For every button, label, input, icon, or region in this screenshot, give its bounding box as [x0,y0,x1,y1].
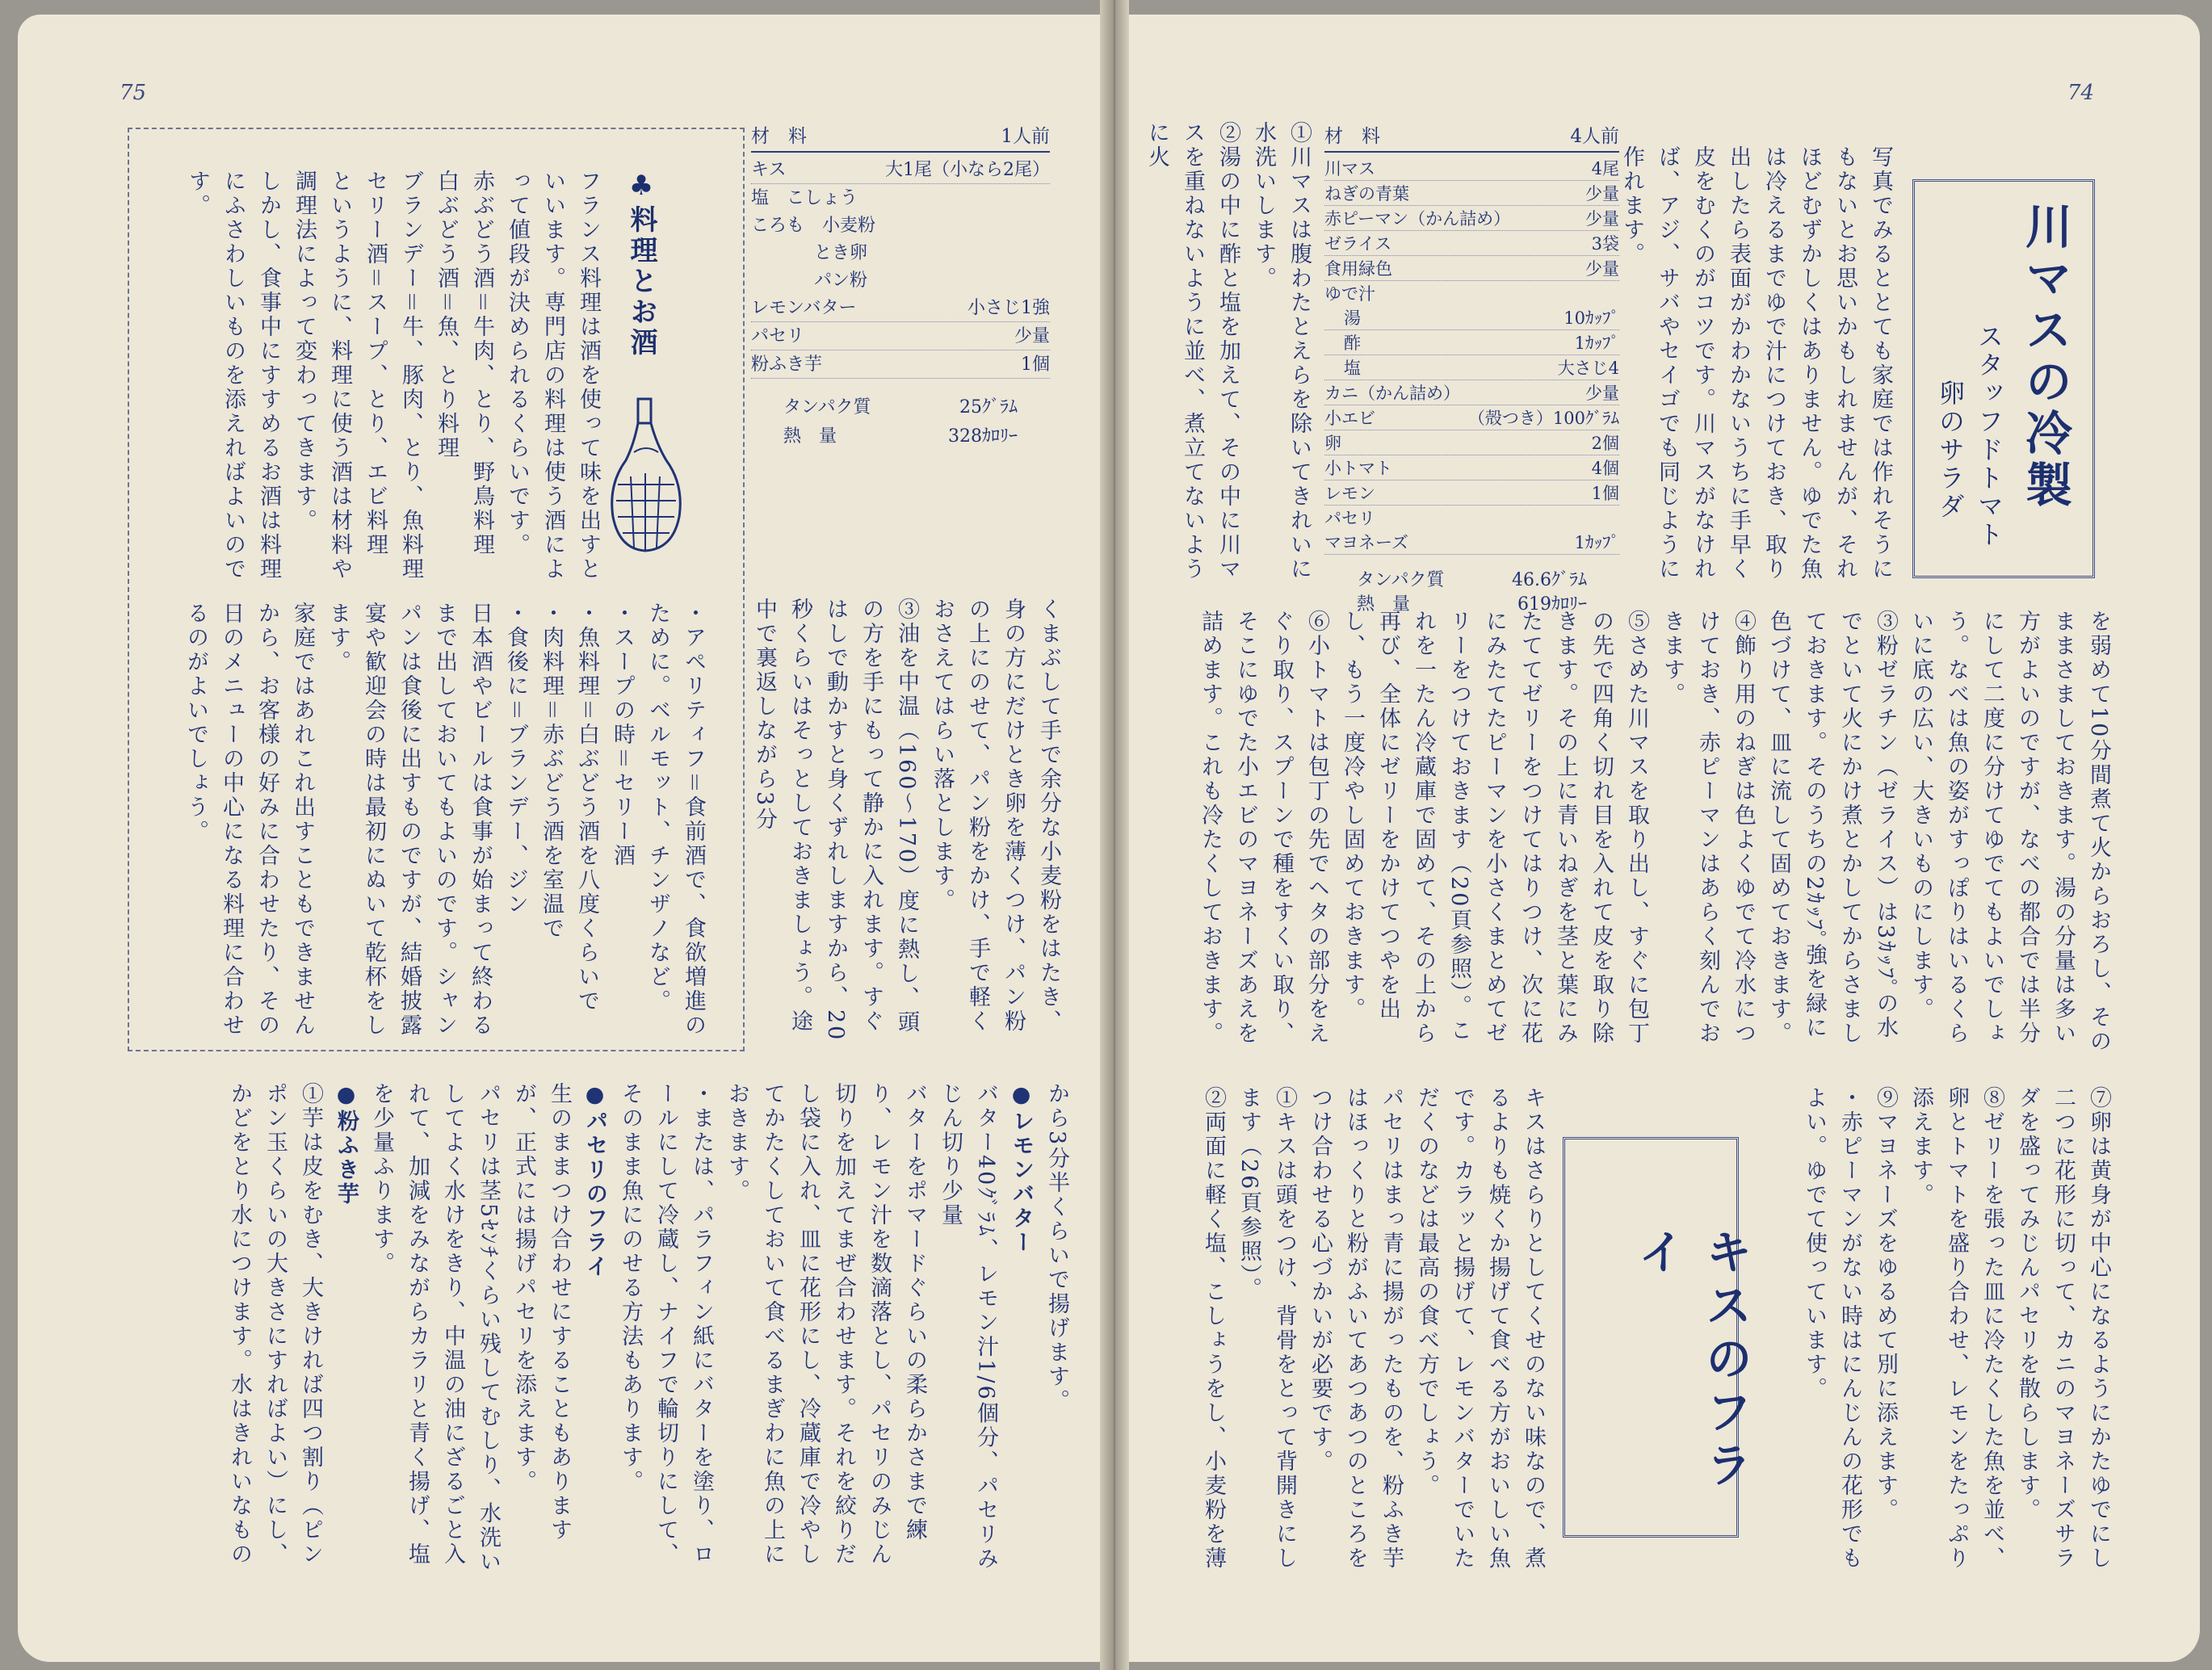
ingredient-row [1324,380,1619,405]
ingredient-name: カニ（かん詰め） [1324,380,1463,405]
ingredient-name: レモン [1324,480,1379,505]
recipe-step: ⑥小トマトは包丁の先でヘタの部分をえぐり取り、スプーンで種をすくい取り、そこにゆでた小エビのマヨネーズあえを詰めます。これも冷たくしておきます。 [1198,610,1329,1046]
ingredient-row [751,156,1050,184]
sake-paragraph: セリー酒＝スープ、とり、エビ料理 [363,170,388,557]
ingredient-row [751,212,1050,239]
ingredient-row [1324,530,1619,555]
subheading-steamed-potato: ●粉ふき芋 [334,1082,359,1206]
calorie-value: 619ｶﾛﾘｰ [1517,594,1587,615]
page-number-left: 75 [120,81,147,105]
ingredient-name: 湯 [1344,305,1364,329]
ingredient-name: レモンバター [751,294,859,319]
subheading-lemon-butter: ●レモンバター [1009,1082,1034,1255]
ingredient-amount: 少量 [1582,256,1619,280]
sake-paragraph: しかし、食事中にすすめるお酒は料理にふさわしいものを添えればよいのです。 [185,170,281,581]
ingredient-row [1324,430,1619,455]
calorie-label: 熱 量 [783,426,837,447]
ingredients-header-label: 材 料 [1324,126,1380,147]
ingredient-amount: 1個 [1018,350,1050,376]
kisu-paragraph: パセリはまっ青に揚がったものを、粉ふき芋はほっくりと粉がふいてあつあつのところをつけ合わせる心づかいが必要です。 [1307,1086,1404,1571]
sake-column-title: 料理とお酒 [625,205,657,359]
ingredient-name: キス [751,156,790,181]
ingredient-amount: 4個 [1589,455,1619,480]
recipe-step: ・赤ピーマンがない時はにんじんの花形でもよい。ゆでて使っています。 [1802,1086,1862,1571]
sake-paragraph: 赤ぶどう酒＝牛肉、とり、野鳥料理 [469,170,494,557]
ingredients-header [751,121,1050,153]
ingredient-amount: 少量 [1582,181,1619,205]
ingredient-name: 赤ピーマン（かん詰め） [1324,206,1513,230]
ingredient-row [751,350,1050,379]
protein-value: 46.6ｸﾞﾗﾑ [1512,570,1587,590]
sake-paragraph: ・食後に＝ブランデー、ジン [503,602,528,917]
ingredient-amount: 大さじ4 [1555,355,1619,380]
recipe-step: ⑤さめた川マスを取り出し、すぐに包丁の先で四角く切れ目を入れて皮を取り除きます。その上に青いねぎを茎と葉にみたててゼリーをつけてはりつけ、次に花にみたてたピーマンを小さくまとめてゼリーをつけておきます（20頁参照）。これを一たん冷蔵庫で固めて、その上から再び、全体にゼリーをかけてつやを出し、もう一度冷やし固めておきます。 [1340,610,1649,1046]
calorie-label: 熱 量 [1357,594,1411,615]
ingredient-name: ゆで汁 [1324,281,1379,305]
recipe-step: ⑨マヨネーズをゆるめて別に添えます。 [1873,1086,1898,1522]
sake-paragraph: ・スープの時＝セリー酒 [610,602,635,868]
protein-label: タンパク質 [783,397,871,418]
ingredient-amount: 4尾 [1589,156,1619,180]
ingredient-row [1324,231,1619,256]
ingredient-row [751,322,1050,350]
sake-paragraph: というように、料理に使う酒は材料や調理法によって変わってきます。 [292,170,352,581]
sake-column-heading [622,170,661,380]
ingredient-row [1324,156,1619,181]
ingredient-amount: 1ｶｯﾌﾟ [1572,330,1619,355]
sake-paragraph: ・肉料理＝赤ぶどう酒を室温で [539,602,564,941]
ingredient-amount: 2個 [1589,430,1619,455]
recipe-step: バターをポマードぐらいの柔らかさまで練り、レモン汁を数滴落とし、パセリのみじん切りを加えてまぜ合わせます。それを絞りだし袋に入れ、皿に花形にし、冷蔵庫で冷やしてかたくしておいて食べるまぎわに魚の上におきます。 [724,1082,927,1567]
salmon-steps-middle [1163,610,2116,1062]
sake-paragraph: ブランデー＝牛、豚肉、とり、魚料理 [398,170,423,581]
salmon-steps-lower [1744,1086,2116,1587]
kisu-ingredients-table [751,121,1050,451]
calorie-row [751,422,1050,451]
ingredient-name: とき卵 [814,239,871,264]
ingredient-row [751,184,1050,212]
recipe-step: ①芋は皮をむき、大きければ四つ割り（ピンポン玉くらいの大きさにすればよい）にし、かどをとり水につけます。水はきれいなもの [227,1082,323,1567]
ingredient-name: ゼライス [1324,231,1395,255]
ingredient-row [1324,506,1619,530]
sake-paragraph: 家庭ではあれこれ出すこともできませんから、お客様の好みに合わせたり、その日のメニューの中心になる料理に合わせるのがよいでしょう。 [183,602,315,1038]
sake-paragraph: 日本酒やビールは食事が始まって終わるまで出しておいてもよいのです。シャンパンは食後に出すものですが、結婚披露宴や歓迎会の時は最初にぬいて乾杯をします。 [325,602,493,1038]
ingredient-amount: 3袋 [1589,231,1619,255]
recipe-title: 川マスの冷製 [2017,202,2072,512]
ingredient-amount: 少量 [1582,206,1619,230]
ingredient-row [1324,355,1619,380]
ingredient-row [1324,256,1619,281]
kisu-paragraph: キスはさらりとしてくせのない味なので、煮るよりも焼くか揚げて食べる方がおいしい魚です。カラッと揚げて、レモンバターでいただくのなどは最高の食べ方でしょう。 [1414,1086,1546,1571]
ingredient-row [1324,305,1619,330]
ingredient-amount: （殻つき）100ｸﾞﾗﾑ [1465,405,1619,430]
book-gutter [1100,0,1129,1670]
recipe-step: を弱めて10分間煮て火からおろし、そのままさましておきます。湯の分量は多い方がよいのですが、なべの都合では半分にして二度に分けてゆでてもよいでしょう。なべは魚の姿がすっぽりはいるくらいに底の広い、大きいものにします。 [1908,610,2111,1055]
ingredient-name: 卵 [1324,430,1345,455]
ingredient-amount: 小さじ1強 [964,294,1050,319]
recipe-step: くまぶして手で余分な小麦粉をはたき、身の方にだけとき卵を薄くつけ、パン粉の上にのせて、パン粉をかけ、手で軽くおさえてはらい落とします。 [930,598,1061,1034]
ingredient-amount: 少量 [1582,380,1619,405]
salmon-steps-upper [1144,121,1316,598]
ingredient-amount: 少量 [1011,322,1050,347]
ingredient-name: パン粉 [814,266,871,292]
salmon-ingredients-table [1324,121,1619,615]
recipe-step: 生のままつけ合わせにすることもありますが、正式には揚げパセリを添えます。 [511,1082,572,1542]
recipe-step: ③粉ゼラチン（ゼライス）は3ｶｯﾌﾟの水でといて火にかけ煮とかしてからさましておきます。そのうちの2ｶｯﾌﾟ強を緑に色づけて、皿に流して固めておきます。 [1766,610,1898,1046]
recipe-subtitle-stuffed-tomato: スタッフドトマト [1974,323,2004,549]
kisu-intro-text [1163,1086,1551,1587]
ingredient-name: 粉ふき芋 [751,350,825,376]
ingredients-servings: 4人前 [1570,126,1619,147]
recipe-step: ⑧ゼリーを張った皿に冷たくした魚を並べ、卵とトマトを盛り合わせ、レモンをたっぷり添えます。 [1908,1086,2004,1571]
sake-paragraph: フランス料理は酒を使って味を出すといいます。専門店の料理は使う酒によって値段が決められるくらいです。 [505,170,601,581]
ingredients-servings: 1人前 [1001,126,1050,147]
ingredient-name: 小トマト [1324,455,1396,480]
recipe-step: から3分半くらいで揚げます。 [1044,1082,1069,1414]
ingredient-name: 酢 [1344,330,1364,355]
ingredient-row [1324,455,1619,480]
club-icon: ♣ [625,170,657,205]
recipe-step: ②湯の中に酢と塩を加えて、その中に川マスを重ねないように並べ、煮立てないように火 [1144,121,1240,581]
protein-row [1324,566,1619,590]
ingredient-row [751,294,1050,322]
sake-column-text-lower [153,602,711,1038]
sake-paragraph: ・アペリティフ＝食前酒で、食欲増進のために。ベルモット、チンザノなど。 [645,602,706,1038]
kisu-title: キスのフライ [1630,1227,1752,1494]
intro-paragraph: 写真でみるととても家庭では作れそうにもないとお思いかもしれませんが、それほどむずかしくはありません。ゆでた魚は冷えるまでゆで汁につけておき、取り出したら表面がかわかないうちに手早く皮をむくのがコツです。川マスがなければ、アジ、サバやセイゴでも同じように作れます。 [1619,145,1893,581]
ingredient-name: 食用緑色 [1324,256,1396,280]
ingredient-name: 川マス [1324,156,1379,180]
recipe-step: ⑦卵は黄身が中心になるようにかたゆでにし二つに花形に切って、カニのマヨネーズサラダを盛ってみじんパセリを散らします。 [2015,1086,2111,1571]
ingredient-amount: 10ｶｯﾌﾟ [1560,305,1619,329]
ingredient-row [751,266,1050,294]
recipe-step: ①川マスは腹わたとえらを除いてきれいに水洗いします。 [1251,121,1312,581]
ingredient-row [1324,405,1619,430]
ingredients-header [1324,121,1619,153]
ingredient-name: 塩 [1344,355,1364,380]
ingredient-row [1324,206,1619,231]
sake-column-text-upper [153,170,606,581]
ingredient-name: 小エビ [1324,405,1379,430]
ingredient-amount: 1ｶｯﾌﾟ [1572,530,1619,554]
recipe-step: ③油を中温（160～170）度に熱し、頭の方を手にもって静かに入れます。すぐはしで動かすと身くずれしますから、20秒くらいはそっとしておきましょう。途中で裏返しながら3分 [752,598,919,1043]
sake-paragraph: 白ぶどう酒＝魚、とり料理 [434,170,459,460]
ingredient-name: 塩 こしょう [751,184,861,209]
protein-value: 25ｸﾞﾗﾑ [959,397,1018,418]
recipe-step: ②両面に軽く塩、こしょうをし、小麦粉を薄 [1201,1086,1226,1571]
page-number-right: 74 [2067,81,2095,105]
ingredient-amount: 1個 [1589,480,1619,505]
sake-paragraph: ・魚料理＝白ぶどう酒を八度くらいで [574,602,599,1013]
recipe-step: バター40ｸﾞﾗﾑ、レモン汁1/6個分、パセリみじん切り少量 [938,1082,998,1571]
ingredient-name: ねぎの青葉 [1324,181,1412,205]
recipe-step: ・または、パラフィン紙にバターを塗り、ロールにして冷蔵し、ナイフで輪切りにして、そのまま魚にのせる方法もあります。 [618,1082,714,1567]
ingredient-amount: 大1尾（小なら2尾） [882,156,1050,181]
recipe-step: ①キスは頭をつけ、背骨をとって背開きにします（26頁参照）。 [1236,1086,1297,1571]
protein-label: タンパク質 [1357,570,1445,590]
recipe-step: ④飾り用のねぎは色よくゆでて冷水につけておき、赤ピーマンはあらく刻んでおきます。 [1660,610,1756,1046]
subheading-parsley-fry: ●パセリのフライ [582,1082,607,1279]
ingredient-row [1324,281,1619,305]
ingredient-name: パセリ [1324,506,1379,530]
protein-row [751,393,1050,422]
ingredient-row [1324,181,1619,206]
ingredient-name: ころも 小麦粉 [751,212,879,237]
ingredient-name: パセリ [751,322,808,347]
ingredient-row [1324,480,1619,506]
wine-bottle-illustration [602,396,690,557]
kisu-steps-continued [751,598,1066,1050]
recipe-subtitle-egg-salad: 卵のサラダ [1935,380,1966,521]
ingredient-name: マヨネーズ [1324,530,1412,554]
ingredients-header-label: 材 料 [751,126,807,147]
calorie-value: 328ｶﾛﾘｰ [948,426,1018,447]
recipe-step: パセリは茎5ｾﾝﾁくらい残してむしり、水洗いしてよく水けをきり、中温の油にざるごと入れて、加減をみながらカラリと青く揚げ、塩を少量ふります。 [369,1082,501,1575]
ingredient-row [751,239,1050,266]
ingredient-row [1324,330,1619,355]
left-lower-text [121,1082,1074,1583]
